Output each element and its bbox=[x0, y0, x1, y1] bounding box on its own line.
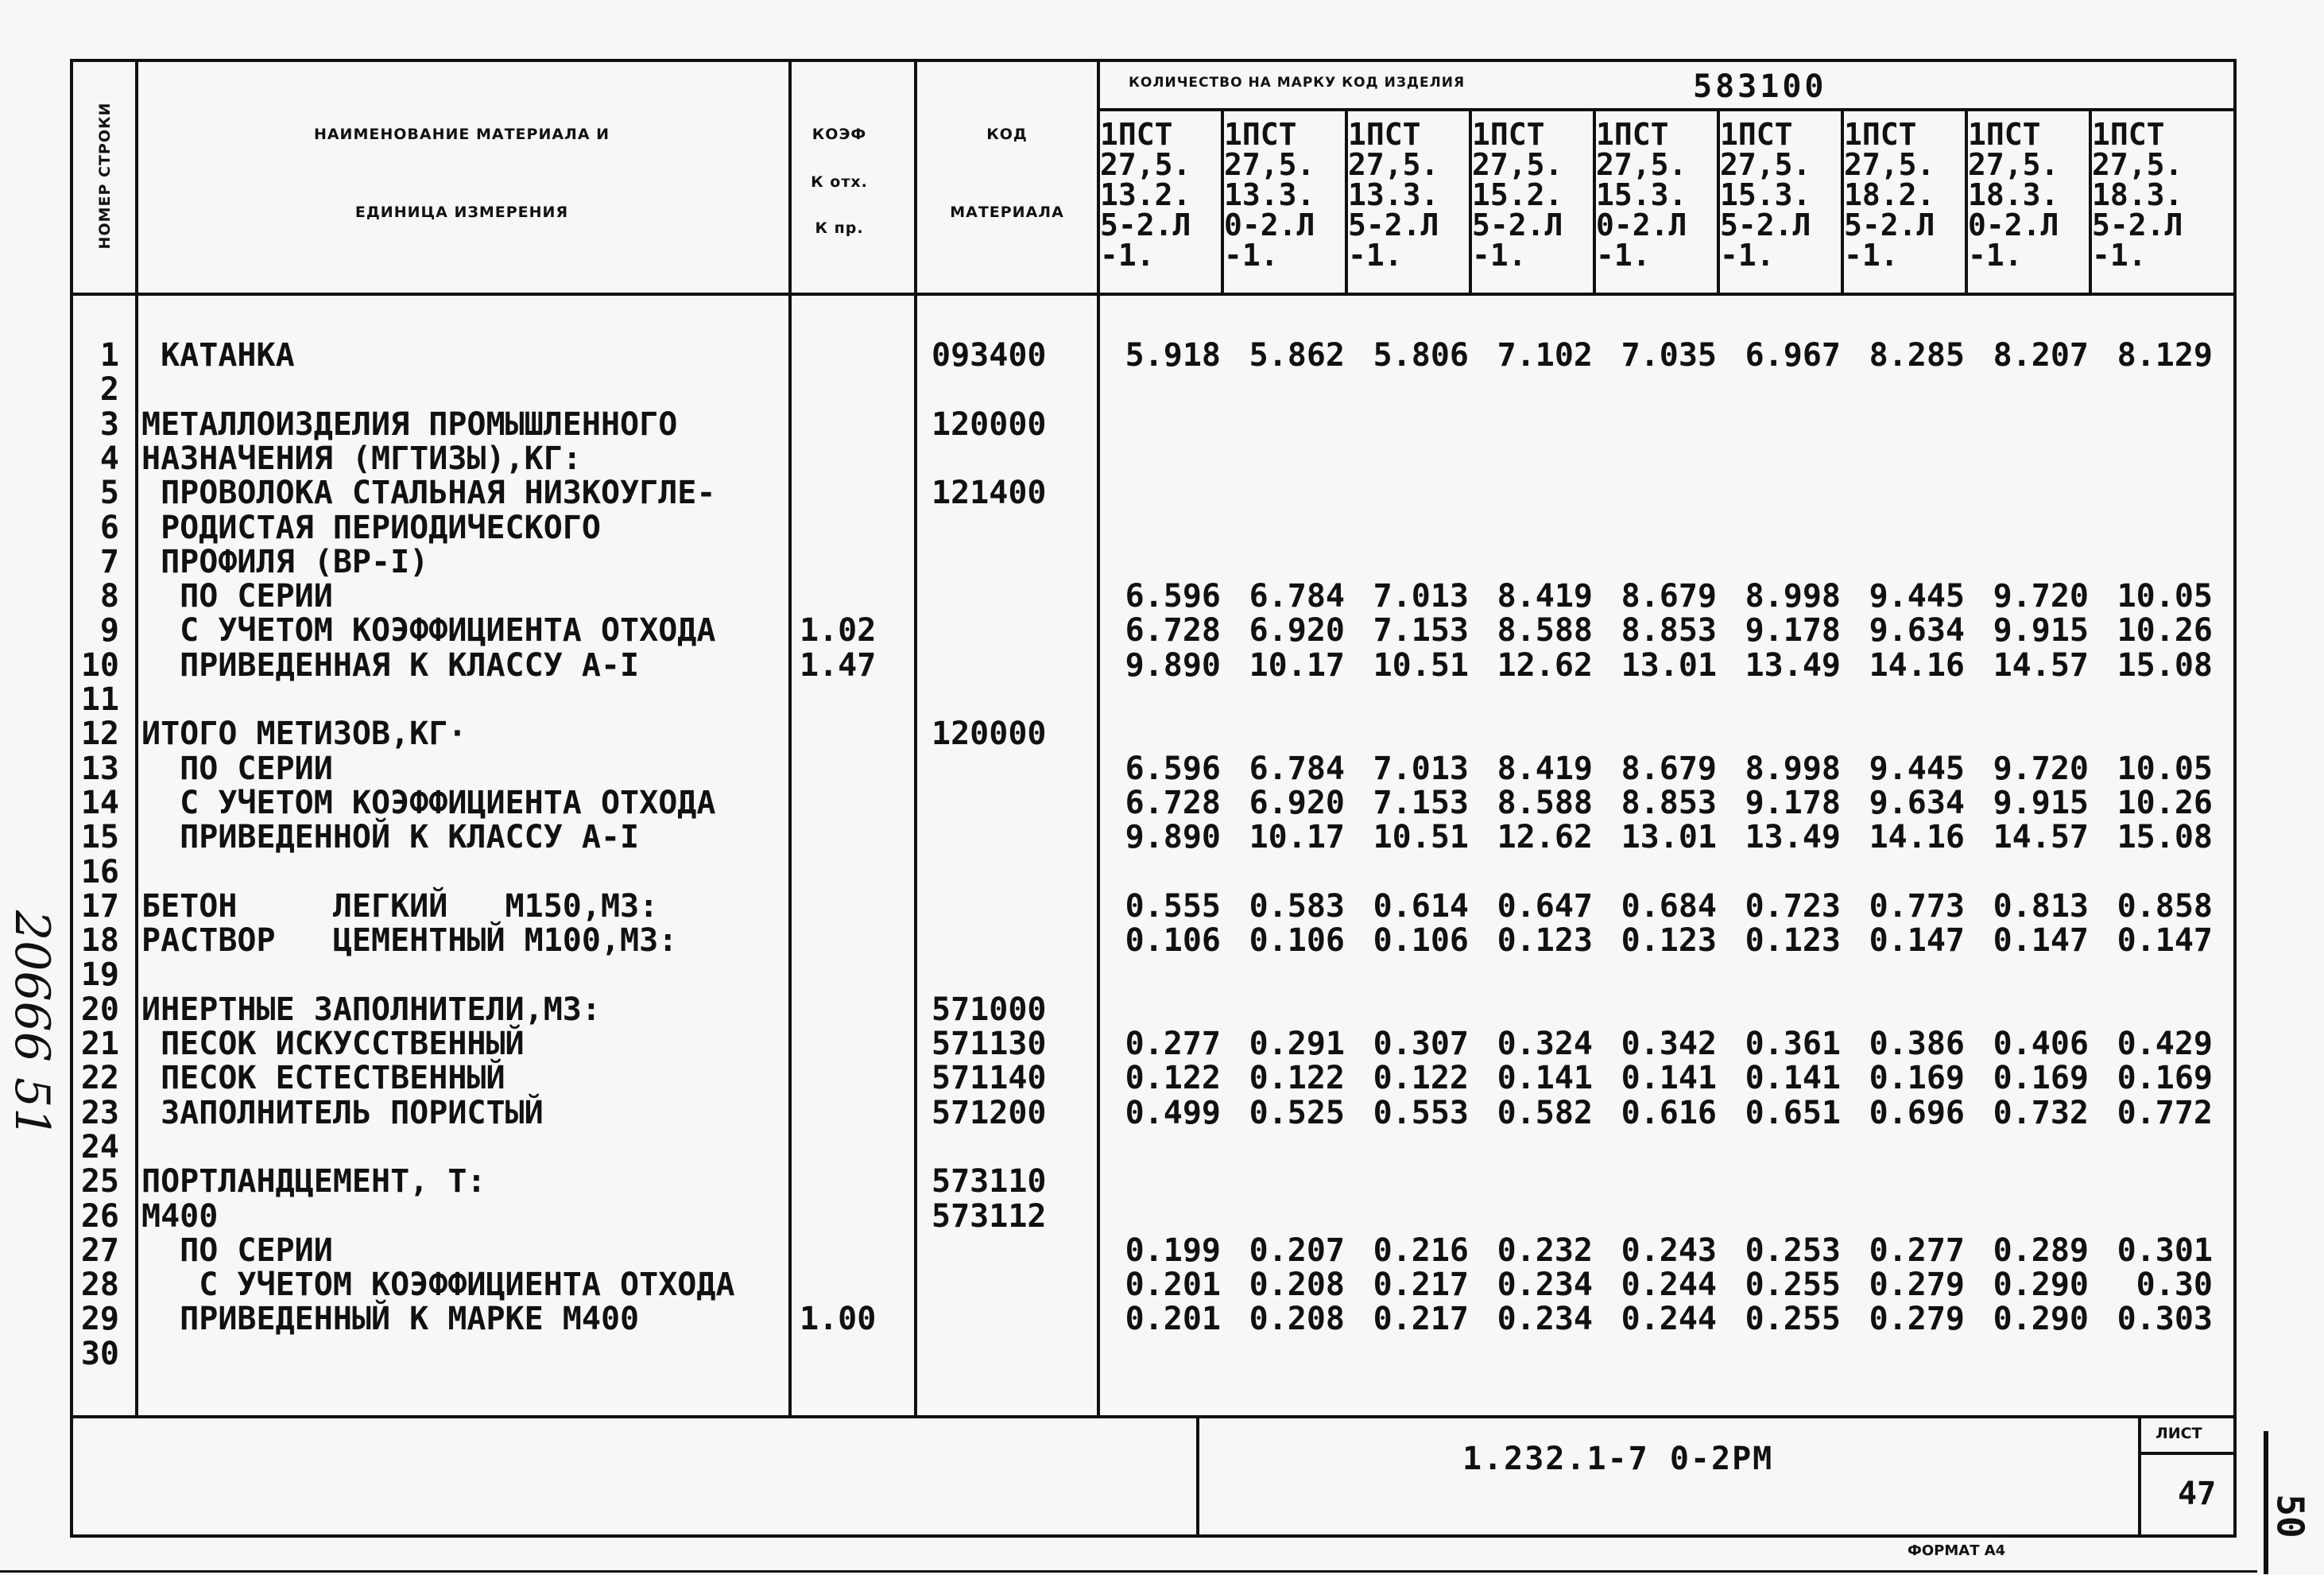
material-name: ПРОФИЛЯ (ВР-I) bbox=[141, 544, 429, 580]
quantity-value: 0.122 bbox=[1373, 1060, 1469, 1096]
table-row bbox=[0, 1131, 2324, 1165]
qty-column-header: 1ПСТ 27,5. 18.3. 0-2.Л -1. bbox=[1968, 117, 2059, 273]
table-row bbox=[0, 511, 2324, 545]
qty-column-header: 1ПСТ 27,5. 18.2. 5-2.Л -1. bbox=[1844, 117, 1935, 273]
row-number: 21 bbox=[80, 1026, 119, 1062]
table-row bbox=[0, 752, 2324, 786]
material-name: РОДИСТАЯ ПЕРИОДИЧЕСКОГО bbox=[141, 510, 601, 546]
quantity-value: 10.26 bbox=[2117, 785, 2213, 821]
quantity-value: 9.634 bbox=[1869, 612, 1965, 649]
quantity-value: 6.596 bbox=[1125, 578, 1221, 615]
row-number: 16 bbox=[80, 854, 119, 890]
quantity-value: 0.216 bbox=[1373, 1232, 1469, 1269]
quantity-value: 0.858 bbox=[2117, 888, 2213, 925]
quantity-value: 8.419 bbox=[1497, 578, 1593, 615]
qty-column-header: 1ПСТ 27,5. 13.3. 5-2.Л -1. bbox=[1348, 117, 1439, 273]
quantity-value: 9.634 bbox=[1869, 785, 1965, 821]
material-name: С УЧЕТОМ КОЭФФИЦИЕНТА ОТХОДА bbox=[141, 1267, 735, 1303]
row-number: 30 bbox=[80, 1336, 119, 1372]
quantity-value: 9.890 bbox=[1125, 647, 1221, 684]
quantity-value: 14.16 bbox=[1869, 647, 1965, 684]
quantity-value: 10.17 bbox=[1249, 819, 1345, 855]
table-row bbox=[0, 1234, 2324, 1268]
quantity-value: 0.324 bbox=[1497, 1026, 1593, 1062]
rule-sheet-label bbox=[2138, 1452, 2237, 1455]
qty-header-title: КОЛИЧЕСТВО НА МАРКУ КОД ИЗДЕЛИЯ bbox=[1129, 75, 1466, 91]
quantity-value: 10.26 bbox=[2117, 612, 2213, 649]
quantity-value: 0.647 bbox=[1497, 888, 1593, 925]
material-code: 573112 bbox=[932, 1198, 1047, 1235]
table-row bbox=[0, 408, 2324, 442]
quantity-value: 0.30 bbox=[2136, 1267, 2213, 1303]
quantity-value: 7.013 bbox=[1373, 751, 1469, 787]
row-number: 8 bbox=[99, 578, 119, 615]
material-name: С УЧЕТОМ КОЭФФИЦИЕНТА ОТХОДА bbox=[141, 612, 716, 649]
material-name: М400 bbox=[141, 1198, 219, 1235]
table-row bbox=[0, 958, 2324, 992]
quantity-value: 6.784 bbox=[1249, 751, 1345, 787]
row-number: 22 bbox=[80, 1060, 119, 1096]
quantity-value: 0.406 bbox=[1993, 1026, 2089, 1062]
material-name: ПРИВЕДЕННАЯ К КЛАССУ А-I bbox=[141, 647, 640, 684]
quantity-value: 0.386 bbox=[1869, 1026, 1965, 1062]
quantity-value: 13.49 bbox=[1745, 647, 1841, 684]
quantity-value: 0.169 bbox=[1993, 1060, 2089, 1096]
material-name: ПРИВЕДЕННОЙ К КЛАССУ А-I bbox=[141, 819, 640, 855]
margin-handwritten-note: 20666 51 bbox=[4, 910, 60, 1139]
qty-column-header: 1ПСТ 27,5. 13.2. 5-2.Л -1. bbox=[1100, 117, 1191, 273]
quantity-value: 0.429 bbox=[2117, 1026, 2213, 1062]
material-name: ПРИВЕДЕННЫЙ К МАРКЕ М400 bbox=[141, 1301, 640, 1337]
quantity-value: 0.582 bbox=[1497, 1095, 1593, 1131]
table-row bbox=[0, 717, 2324, 751]
quantity-value: 9.178 bbox=[1745, 785, 1841, 821]
material-code: 093400 bbox=[932, 337, 1047, 374]
row-number: 1 bbox=[99, 337, 119, 374]
table-row bbox=[0, 442, 2324, 476]
quantity-value: 0.141 bbox=[1497, 1060, 1593, 1096]
quantity-value: 0.583 bbox=[1249, 888, 1345, 925]
quantity-value: 8.998 bbox=[1745, 578, 1841, 615]
row-number: 4 bbox=[99, 440, 119, 477]
quantity-value: 0.813 bbox=[1993, 888, 2089, 925]
quantity-value: 0.141 bbox=[1745, 1060, 1841, 1096]
quantity-value: 7.153 bbox=[1373, 785, 1469, 821]
quantity-value: 0.723 bbox=[1745, 888, 1841, 925]
material-name: ПО СЕРИИ bbox=[141, 1232, 333, 1269]
row-number: 23 bbox=[80, 1095, 119, 1131]
quantity-value: 6.920 bbox=[1249, 612, 1345, 649]
quantity-value: 0.208 bbox=[1249, 1267, 1345, 1303]
material-code: 120000 bbox=[932, 716, 1047, 752]
quantity-value: 8.588 bbox=[1497, 785, 1593, 821]
quantity-value: 5.862 bbox=[1249, 337, 1345, 374]
material-code: 571130 bbox=[932, 1026, 1047, 1062]
quantity-value: 6.728 bbox=[1125, 785, 1221, 821]
table-row bbox=[0, 1268, 2324, 1302]
row-number: 13 bbox=[80, 751, 119, 787]
quantity-value: 14.57 bbox=[1993, 819, 2089, 855]
quantity-value: 9.720 bbox=[1993, 751, 2089, 787]
table-row bbox=[0, 890, 2324, 924]
quantity-value: 0.499 bbox=[1125, 1095, 1221, 1131]
quantity-value: 0.217 bbox=[1373, 1267, 1469, 1303]
quantity-value: 13.01 bbox=[1621, 647, 1717, 684]
quantity-value: 7.153 bbox=[1373, 612, 1469, 649]
page-number: 50 bbox=[2268, 1494, 2312, 1538]
quantity-value: 0.201 bbox=[1125, 1267, 1221, 1303]
quantity-value: 9.890 bbox=[1125, 819, 1221, 855]
quantity-value: 12.62 bbox=[1497, 819, 1593, 855]
quantity-value: 6.728 bbox=[1125, 612, 1221, 649]
quantity-value: 7.013 bbox=[1373, 578, 1469, 615]
material-name: МЕТАЛЛОИЗДЕЛИЯ ПРОМЫШЛЕННОГО bbox=[141, 406, 678, 443]
quantity-value: 13.01 bbox=[1621, 819, 1717, 855]
quantity-value: 9.445 bbox=[1869, 751, 1965, 787]
quantity-value: 15.08 bbox=[2117, 819, 2213, 855]
table-row bbox=[0, 614, 2324, 648]
table-row bbox=[0, 1061, 2324, 1096]
material-name: ПЕСОК ИСКУССТВЕННЫЙ bbox=[141, 1026, 525, 1062]
quantity-value: 0.122 bbox=[1125, 1060, 1221, 1096]
coef-header-line2: К отх. bbox=[811, 173, 868, 191]
material-code: 571140 bbox=[932, 1060, 1047, 1096]
quantity-value: 10.51 bbox=[1373, 819, 1469, 855]
quantity-value: 0.525 bbox=[1249, 1095, 1345, 1131]
coefficient: 1.47 bbox=[800, 647, 877, 684]
quantity-value: 0.651 bbox=[1745, 1095, 1841, 1131]
code-header-line2: МАТЕРИАЛА bbox=[950, 204, 1064, 221]
quantity-value: 0.289 bbox=[1993, 1232, 2089, 1269]
quantity-value: 0.290 bbox=[1993, 1301, 2089, 1337]
rule-page-right bbox=[2264, 1431, 2268, 1574]
quantity-value: 10.51 bbox=[1373, 647, 1469, 684]
quantity-value: 8.285 bbox=[1869, 337, 1965, 374]
rule-body-bottom bbox=[70, 1415, 2237, 1418]
material-name: КАТАНКА bbox=[141, 337, 295, 374]
quantity-value: 9.445 bbox=[1869, 578, 1965, 615]
rule-footer-mid bbox=[1196, 1415, 1199, 1534]
row-number: 11 bbox=[80, 681, 119, 718]
rule-footer-sheet bbox=[2138, 1415, 2141, 1534]
quantity-value: 8.853 bbox=[1621, 785, 1717, 821]
quantity-value: 0.232 bbox=[1497, 1232, 1593, 1269]
quantity-value: 8.207 bbox=[1993, 337, 2089, 374]
quantity-value: 7.102 bbox=[1497, 337, 1593, 374]
quantity-value: 0.342 bbox=[1621, 1026, 1717, 1062]
quantity-value: 9.720 bbox=[1993, 578, 2089, 615]
quantity-value: 9.915 bbox=[1993, 612, 2089, 649]
code-header-line1: КОД bbox=[986, 126, 1028, 143]
quantity-value: 0.123 bbox=[1621, 922, 1717, 959]
row-number: 2 bbox=[99, 371, 119, 408]
quantity-value: 6.596 bbox=[1125, 751, 1221, 787]
quantity-value: 0.147 bbox=[1993, 922, 2089, 959]
table-row bbox=[0, 1337, 2324, 1371]
material-name: ПЕСОК ЕСТЕСТВЕННЫЙ bbox=[141, 1060, 505, 1096]
quantity-value: 0.207 bbox=[1249, 1232, 1345, 1269]
material-code: 571000 bbox=[932, 991, 1047, 1028]
coefficient: 1.02 bbox=[800, 612, 877, 649]
table-row bbox=[0, 339, 2324, 373]
material-code: 573110 bbox=[932, 1163, 1047, 1200]
product-code: 583100 bbox=[1693, 68, 1827, 105]
material-code: 120000 bbox=[932, 406, 1047, 443]
quantity-value: 0.106 bbox=[1125, 922, 1221, 959]
quantity-value: 0.279 bbox=[1869, 1267, 1965, 1303]
table-row bbox=[0, 1027, 2324, 1061]
quantity-value: 0.234 bbox=[1497, 1267, 1593, 1303]
row-number: 26 bbox=[80, 1198, 119, 1235]
table-row bbox=[0, 580, 2324, 614]
table-row bbox=[0, 786, 2324, 820]
row-number: 29 bbox=[80, 1301, 119, 1337]
quantity-value: 0.553 bbox=[1373, 1095, 1469, 1131]
row-number: 3 bbox=[99, 406, 119, 443]
quantity-value: 8.679 bbox=[1621, 751, 1717, 787]
table-row bbox=[0, 373, 2324, 407]
table-row bbox=[0, 476, 2324, 510]
material-name: ИНЕРТНЫЕ ЗАПОЛНИТЕЛИ,М3: bbox=[141, 991, 601, 1028]
quantity-value: 8.419 bbox=[1497, 751, 1593, 787]
table-row bbox=[0, 649, 2324, 683]
quantity-value: 0.773 bbox=[1869, 888, 1965, 925]
quantity-value: 0.616 bbox=[1621, 1095, 1717, 1131]
quantity-value: 0.141 bbox=[1621, 1060, 1717, 1096]
quantity-value: 0.253 bbox=[1745, 1232, 1841, 1269]
quantity-value: 0.147 bbox=[2117, 922, 2213, 959]
document-code: 1.232.1-7 0-2РМ bbox=[1462, 1441, 1774, 1477]
quantity-value: 0.290 bbox=[1993, 1267, 2089, 1303]
material-name: НАЗНАЧЕНИЯ (МГТИЗЫ),КГ: bbox=[141, 440, 582, 477]
table-row bbox=[0, 855, 2324, 890]
quantity-value: 0.169 bbox=[1869, 1060, 1965, 1096]
quantity-value: 0.147 bbox=[1869, 922, 1965, 959]
row-number: 25 bbox=[80, 1163, 119, 1200]
material-name: С УЧЕТОМ КОЭФФИЦИЕНТА ОТХОДА bbox=[141, 785, 716, 821]
material-name: БЕТОН ЛЕГКИЙ М150,М3: bbox=[141, 888, 659, 925]
quantity-value: 0.277 bbox=[1125, 1026, 1221, 1062]
quantity-value: 8.588 bbox=[1497, 612, 1593, 649]
quantity-value: 0.106 bbox=[1249, 922, 1345, 959]
qty-column-header: 1ПСТ 27,5. 15.3. 5-2.Л -1. bbox=[1720, 117, 1811, 273]
quantity-value: 8.129 bbox=[2117, 337, 2213, 374]
quantity-value: 12.62 bbox=[1497, 647, 1593, 684]
material-code: 571200 bbox=[932, 1095, 1047, 1131]
quantity-value: 0.244 bbox=[1621, 1301, 1717, 1337]
rule-qty-title bbox=[1097, 108, 2237, 111]
quantity-value: 6.784 bbox=[1249, 578, 1345, 615]
qty-column-header: 1ПСТ 27,5. 15.2. 5-2.Л -1. bbox=[1472, 117, 1563, 273]
quantity-value: 7.035 bbox=[1621, 337, 1717, 374]
quantity-value: 6.967 bbox=[1745, 337, 1841, 374]
quantity-value: 0.106 bbox=[1373, 922, 1469, 959]
row-number: 24 bbox=[80, 1129, 119, 1166]
quantity-value: 0.361 bbox=[1745, 1026, 1841, 1062]
row-number: 19 bbox=[80, 956, 119, 993]
material-name: ИТОГО МЕТИЗОВ,КГ· bbox=[141, 716, 467, 752]
quantity-value: 0.123 bbox=[1497, 922, 1593, 959]
table-row bbox=[0, 545, 2324, 580]
table-row bbox=[0, 1096, 2324, 1131]
quantity-value: 0.208 bbox=[1249, 1301, 1345, 1337]
row-number: 5 bbox=[99, 475, 119, 511]
quantity-value: 8.853 bbox=[1621, 612, 1717, 649]
sheet-label: ЛИСТ bbox=[2156, 1425, 2202, 1442]
material-name: ПО СЕРИИ bbox=[141, 578, 333, 615]
quantity-value: 0.303 bbox=[2117, 1301, 2213, 1337]
name-header-line1: НАИМЕНОВАНИЕ МАТЕРИАЛА И bbox=[313, 126, 610, 143]
coef-header-line1: КОЭФ bbox=[811, 126, 867, 143]
table-row bbox=[0, 1302, 2324, 1336]
row-number: 27 bbox=[80, 1232, 119, 1269]
quantity-value: 10.05 bbox=[2117, 578, 2213, 615]
quantity-value: 0.555 bbox=[1125, 888, 1221, 925]
material-name: РАСТВОР ЦЕМЕНТНЫЙ М100,М3: bbox=[141, 922, 678, 959]
sheet-number: 47 bbox=[2178, 1476, 2217, 1512]
quantity-value: 0.169 bbox=[2117, 1060, 2213, 1096]
quantity-value: 0.201 bbox=[1125, 1301, 1221, 1337]
material-name: ПРОВОЛОКА СТАЛЬНАЯ НИЗКОУГЛЕ- bbox=[141, 475, 716, 511]
material-name: ЗАПОЛНИТЕЛЬ ПОРИСТЫЙ bbox=[141, 1095, 544, 1131]
quantity-value: 9.178 bbox=[1745, 612, 1841, 649]
quantity-value: 8.998 bbox=[1745, 751, 1841, 787]
quantity-value: 0.255 bbox=[1745, 1301, 1841, 1337]
material-name: ПО СЕРИИ bbox=[141, 751, 333, 787]
quantity-value: 0.255 bbox=[1745, 1267, 1841, 1303]
quantity-value: 6.920 bbox=[1249, 785, 1345, 821]
rule-bottom bbox=[70, 1534, 2237, 1538]
format-label: ФОРМАТ А4 bbox=[1908, 1542, 2006, 1559]
table-row bbox=[0, 1165, 2324, 1199]
row-number: 10 bbox=[80, 647, 119, 684]
quantity-value: 0.234 bbox=[1497, 1301, 1593, 1337]
table-row bbox=[0, 993, 2324, 1027]
table-row bbox=[0, 683, 2324, 717]
quantity-value: 0.217 bbox=[1373, 1301, 1469, 1337]
quantity-value: 0.277 bbox=[1869, 1232, 1965, 1269]
quantity-value: 15.08 bbox=[2117, 647, 2213, 684]
material-name: ПОРТЛАНДЦЕМЕНТ, Т: bbox=[141, 1163, 486, 1200]
quantity-value: 13.49 bbox=[1745, 819, 1841, 855]
coefficient: 1.00 bbox=[800, 1301, 877, 1337]
quantity-value: 0.732 bbox=[1993, 1095, 2089, 1131]
quantity-value: 5.806 bbox=[1373, 337, 1469, 374]
quantity-value: 0.199 bbox=[1125, 1232, 1221, 1269]
quantity-value: 0.244 bbox=[1621, 1267, 1717, 1303]
quantity-value: 0.291 bbox=[1249, 1026, 1345, 1062]
quantity-value: 0.243 bbox=[1621, 1232, 1717, 1269]
coef-header-line3: К пр. bbox=[815, 219, 864, 237]
table-row bbox=[0, 924, 2324, 958]
rule-header-bottom bbox=[70, 293, 2237, 296]
row-number: 18 bbox=[80, 922, 119, 959]
qty-column-header: 1ПСТ 27,5. 13.3. 0-2.Л -1. bbox=[1224, 117, 1315, 273]
row-number: 20 bbox=[80, 991, 119, 1028]
table-row bbox=[0, 1200, 2324, 1234]
row-number: 9 bbox=[99, 612, 119, 649]
name-header-line2: ЕДИНИЦА ИЗМЕРЕНИЯ bbox=[354, 204, 569, 221]
quantity-value: 14.57 bbox=[1993, 647, 2089, 684]
material-code: 121400 bbox=[932, 475, 1047, 511]
quantity-value: 0.301 bbox=[2117, 1232, 2213, 1269]
row-number: 14 bbox=[80, 785, 119, 821]
quantity-value: 0.123 bbox=[1745, 922, 1841, 959]
quantity-value: 5.918 bbox=[1125, 337, 1221, 374]
quantity-value: 10.17 bbox=[1249, 647, 1345, 684]
table-row bbox=[0, 820, 2324, 855]
quantity-value: 0.614 bbox=[1373, 888, 1469, 925]
rule-page-bottom bbox=[0, 1570, 2257, 1573]
quantity-value: 14.16 bbox=[1869, 819, 1965, 855]
quantity-value: 0.279 bbox=[1869, 1301, 1965, 1337]
row-number: 17 bbox=[80, 888, 119, 925]
row-number: 28 bbox=[80, 1267, 119, 1303]
quantity-value: 0.307 bbox=[1373, 1026, 1469, 1062]
quantity-value: 0.122 bbox=[1249, 1060, 1345, 1096]
row-number-header: НОМЕР СТРОКИ bbox=[96, 102, 114, 250]
row-number: 15 bbox=[80, 819, 119, 855]
qty-column-header: 1ПСТ 27,5. 18.3. 5-2.Л -1. bbox=[2092, 117, 2183, 273]
quantity-value: 0.684 bbox=[1621, 888, 1717, 925]
quantity-value: 8.679 bbox=[1621, 578, 1717, 615]
row-number: 7 bbox=[99, 544, 119, 580]
qty-column-header: 1ПСТ 27,5. 15.3. 0-2.Л -1. bbox=[1596, 117, 1687, 273]
row-number: 12 bbox=[80, 716, 119, 752]
quantity-value: 9.915 bbox=[1993, 785, 2089, 821]
quantity-value: 10.05 bbox=[2117, 751, 2213, 787]
row-number: 6 bbox=[99, 510, 119, 546]
quantity-value: 0.696 bbox=[1869, 1095, 1965, 1131]
quantity-value: 0.772 bbox=[2117, 1095, 2213, 1131]
rule-top bbox=[70, 59, 2237, 62]
